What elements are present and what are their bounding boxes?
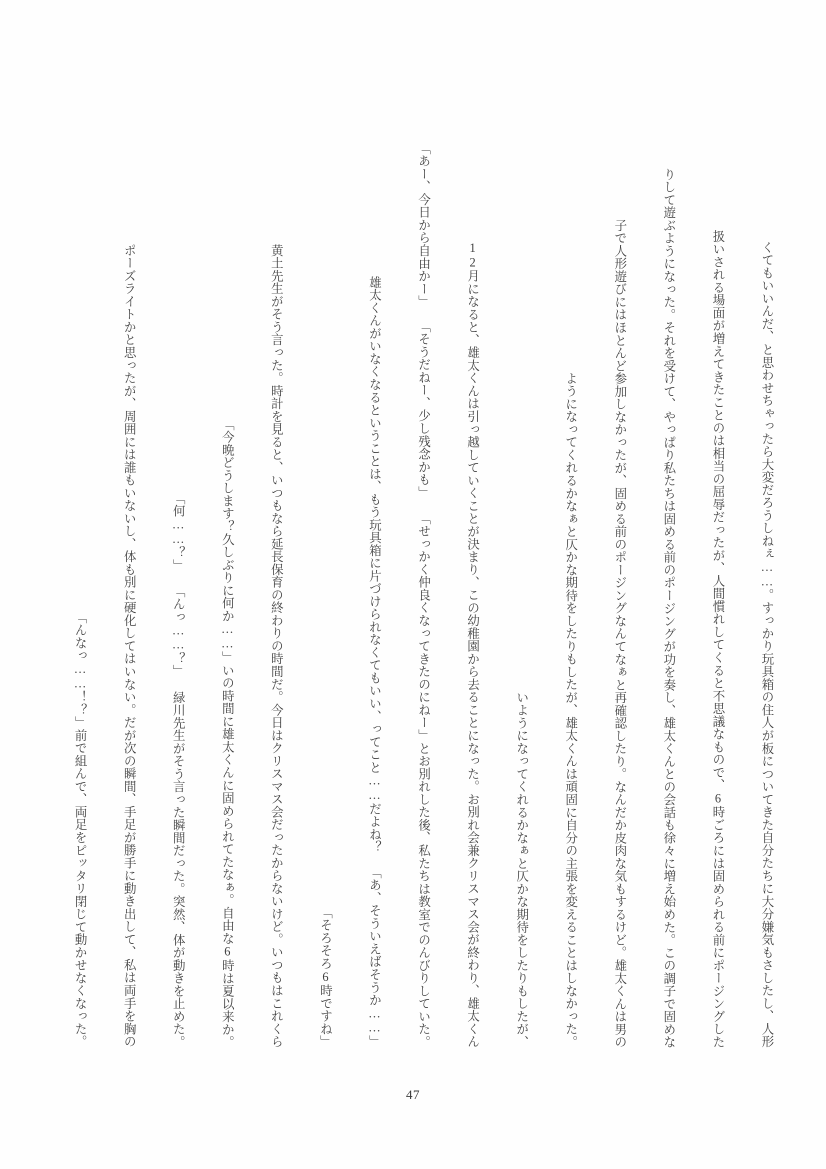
paragraph: 「んっ……？」 (171, 585, 186, 678)
paragraph: くてもいいんだ、と思わせちゃったら大変だろうしねぇ……。すっかり玩具箱の住人が板についてきた自分たちに大分嫌気もさしたし、人形 (760, 240, 774, 1048)
vertical-text-body (44, 118, 780, 1048)
paragraph: 扱いされる場面が増えてきたことのは相当の屈辱だったが、人間慣れしてくると不思議なもので、6時ごろには固められる前にポージングした (710, 229, 725, 1048)
paragraph: とお別れした後、私たちは教室でのんびりしていた。 (416, 741, 431, 1048)
paragraph: 「んなっ……！？」 (73, 610, 88, 729)
paragraph: 黄土先生がそう言った。時計を見ると、いつもなら延長保育の終わりの時間だ。今日はクリスマス会だったからないけど。いつもはこれくら (269, 244, 284, 1048)
page-number: 47 (406, 1087, 420, 1102)
paragraph: 「あー、今日から自由かー」 (416, 141, 431, 308)
paragraph: 「そうだねー、少し残念かも」 (416, 320, 431, 500)
paragraph: ポーズライトかと思ったが、周囲には誰もいないし、体も別に硬化してはいない。だが次の瞬間、手足が勝手に動き出して、私は両手を胸の (122, 244, 137, 1048)
paragraph: いの時間に雄太くんに固められてたなぁ。自由な6時は夏以来か。 (220, 663, 235, 1048)
paragraph: りして遊ぶようになった。それを受けて、やっぱり私たちは固める前のポージングが功を奏し、雄太くんとの会話も徐々に増え始めた。この調子で固めな (661, 167, 676, 1048)
paragraph: 子で人形遊びにはほとんど参加しなかったが、固める前のポージングなんてなぁと再確認したり。なんだか皮肉な気もするけど。雄太くんは男の (612, 218, 627, 1048)
paragraph: 「今晩どうします？久しぶりに何か……」 (220, 417, 235, 664)
paragraph: いようになってくれるかなぁと仄かな期待をしたりもしたが、 (514, 690, 529, 1048)
paragraph: 「せっかく仲良くなってきたのにねー」 (416, 512, 431, 742)
paragraph: 緑川先生がそう言った瞬間だった。突然、体が動きを止めた。 (171, 690, 186, 1048)
paragraph: 「そろそろ6時ですね」 (318, 906, 333, 1048)
paragraph: 前で組んで、両足をピッタリ閉じて動かせなくなった。 (73, 729, 88, 1048)
paragraph: 「何……？」 (171, 492, 186, 573)
paragraph: 「あ、そういえばそうか……」 (367, 866, 382, 1048)
paragraph: 12月になると、雄太くんは引っ越していくことが決まり、この幼稚園から去ることになった。お別れ会兼クリスマス会が終わり、雄太くん (465, 240, 480, 1048)
paragraph: ようになってくれるかなぁと仄かな期待をしたりもしたが、雄太くんは頑固に自分の主張を変えることはしなかった。 (563, 371, 578, 1048)
paragraph: 雄太くんがいなくなるということは、もう玩具箱に片づけられなくてもいい、ってこと……だよね？ (367, 275, 382, 854)
